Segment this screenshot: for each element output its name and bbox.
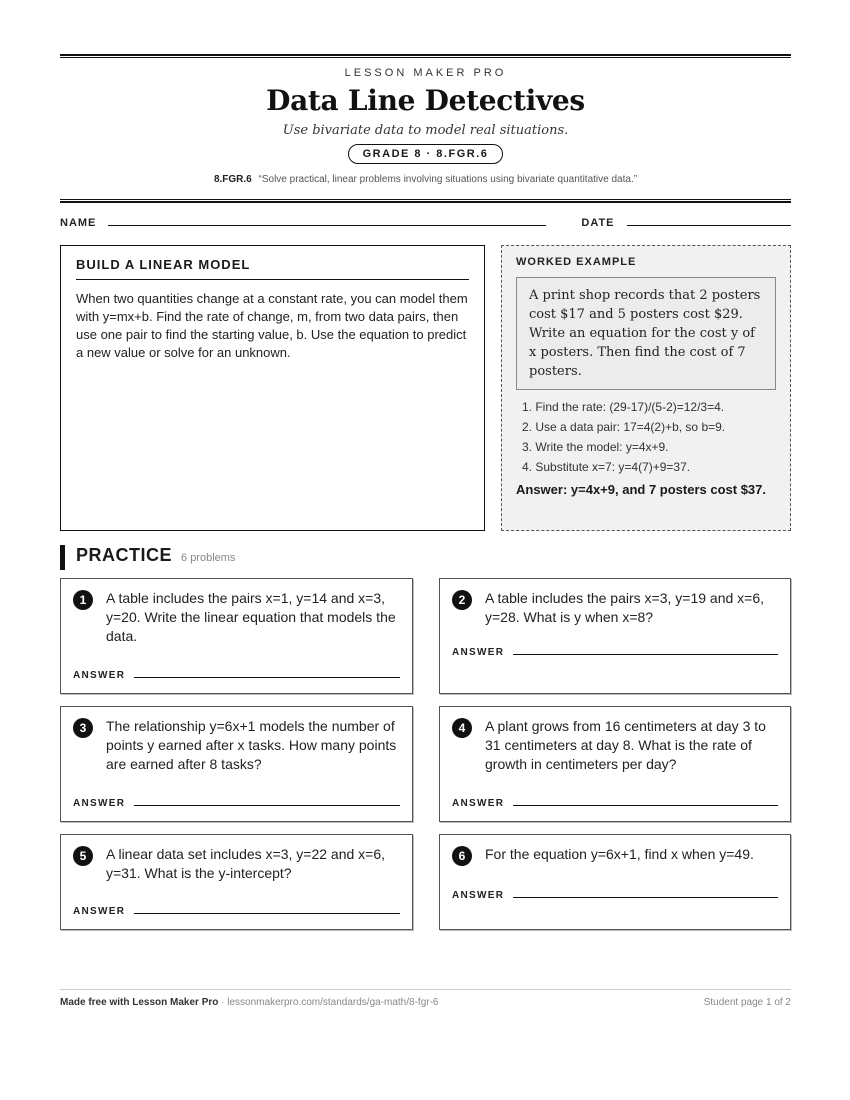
answer-line[interactable] (134, 677, 400, 678)
name-date-row (60, 217, 791, 229)
answer-row (73, 906, 400, 917)
name-field[interactable] (108, 225, 546, 226)
standard-code: 8.FGR.6 (213, 174, 252, 185)
problem-card-5 (60, 834, 413, 930)
answer-label: ANSWER (452, 890, 505, 901)
answer-label: ANSWER (73, 906, 126, 917)
answer-row (73, 798, 400, 809)
example-heading: WORKED EXAMPLE (516, 256, 637, 268)
problem-text: A plant grows from 16 centimeters at day 3 to 31 centimeters at day 8. What is the rate of growth in centimeters per day? (485, 718, 766, 772)
worksheet-title: Data Line Detectives (266, 84, 585, 117)
problem-number: 6 (452, 846, 472, 866)
answer-line[interactable] (134, 805, 400, 806)
footer-made-free: Made free with Lesson Maker Pro (60, 997, 219, 1008)
answer-label: ANSWER (452, 798, 505, 809)
model-body: When two quantities change at a constant rate, you can model them with y=mx+b. Find the rate of change, m, from two data pairs, then use one pair to find the starting value, b. Use the equation to predict a new value or solve for an unknown. (76, 291, 468, 360)
answer-row (452, 798, 778, 809)
problem-text: For the equation y=6x+1, find x when y=49. (485, 846, 754, 862)
answer-row (73, 670, 400, 681)
practice-count: 6 problems (181, 552, 236, 564)
answer-line[interactable] (134, 913, 400, 914)
problem-card-3 (60, 706, 413, 822)
practice-title: PRACTICE (76, 545, 173, 565)
example-steps (516, 397, 776, 477)
worksheet-subtitle: Use bivariate data to model real situations. (282, 123, 569, 138)
example-answer: Answer: y=4x+9, and 7 posters cost $37. (516, 482, 767, 497)
example-problem: A print shop records that 2 posters cost $17 and 5 posters cost $29. Write an equation for the cost y of x posters. Then find the cost of 7 posters. (516, 277, 776, 390)
problem-number: 4 (452, 718, 472, 738)
answer-label: ANSWER (73, 670, 126, 681)
answer-line[interactable] (513, 897, 778, 898)
footer-credit (60, 997, 438, 1008)
problem-number: 3 (73, 718, 93, 738)
answer-label: ANSWER (73, 798, 126, 809)
example-step: 2. Use a data pair: 17=4(2)+b, so b=9. (522, 420, 726, 434)
worked-example-box (501, 245, 791, 531)
problem-text: A table includes the pairs x=1, y=14 and x=3, y=20. Write the linear equation that models the data. (106, 590, 396, 644)
footer-page-number: Student page 1 of 2 (703, 997, 791, 1008)
page-footer (60, 989, 791, 1008)
practice-heading (60, 545, 791, 570)
grade-badge: GRADE 8 · 8.FGR.6 (348, 144, 504, 164)
problem-card-4 (439, 706, 791, 822)
problem-number: 1 (73, 590, 93, 610)
date-field[interactable] (627, 225, 791, 226)
problem-text: The relationship y=6x+1 models the number of points y earned after x tasks. How many points are earned after 8 tasks? (106, 718, 397, 772)
answer-label: ANSWER (452, 647, 505, 658)
date-label: DATE (581, 217, 615, 229)
answer-line[interactable] (513, 805, 778, 806)
problem-text: A linear data set includes x=3, y=22 and x=6, y=31. What is the y-intercept? (106, 846, 386, 881)
example-step: 4. Substitute x=7: y=4(7)+9=37. (522, 460, 691, 474)
problem-card-6 (439, 834, 791, 930)
header-bottom-rule (60, 199, 791, 203)
answer-row (452, 890, 778, 901)
answer-line[interactable] (513, 654, 778, 655)
example-step: 3. Write the model: y=4x+9. (522, 440, 669, 454)
problem-text: A table includes the pairs x=3, y=19 and x=6, y=28. What is y when x=8? (485, 590, 765, 625)
problem-number: 5 (73, 846, 93, 866)
standard-text: “Solve practical, linear problems involving situations using bivariate quantitative data.” (258, 174, 638, 185)
worksheet-header (60, 58, 791, 185)
example-step: 1. Find the rate: (29-17)/(5-2)=12/3=4. (522, 400, 725, 414)
problem-card-2 (439, 578, 791, 694)
footer-url[interactable]: · lessonmakerpro.com/standards/ga-math/8-fgr-6 (218, 997, 439, 1008)
standard-line (60, 174, 791, 185)
worksheet-page (60, 54, 791, 942)
practice-grid (60, 578, 791, 942)
brand-name: LESSON MAKER PRO (344, 67, 507, 79)
model-heading: BUILD A LINEAR MODEL (76, 257, 469, 280)
answer-row (452, 647, 778, 658)
name-label: NAME (60, 217, 97, 229)
intro-panels (60, 245, 791, 531)
linear-model-box (60, 245, 485, 531)
problem-card-1 (60, 578, 413, 694)
problem-number: 2 (452, 590, 472, 610)
